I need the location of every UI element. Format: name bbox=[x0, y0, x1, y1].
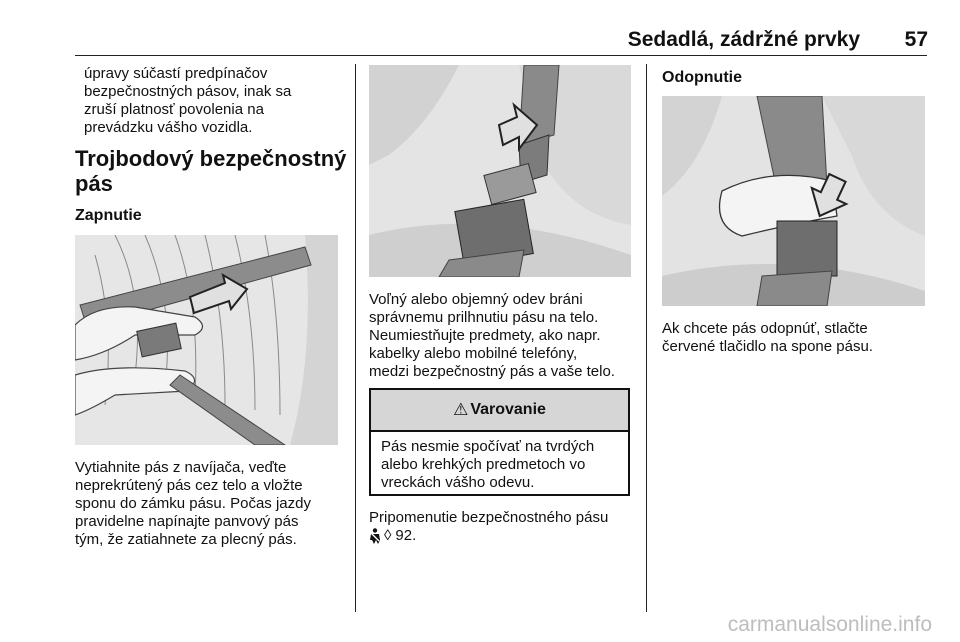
unfastening-caption bbox=[662, 320, 932, 356]
fastening-illustration-drawing bbox=[75, 235, 338, 445]
reminder-line: Pripomenutie bezpečnostného pásu bbox=[369, 509, 609, 526]
caption-line: medzi bezpečnostný pás a vaše telo. bbox=[369, 363, 615, 380]
header-rule bbox=[75, 55, 927, 56]
intro-paragraph bbox=[84, 65, 344, 137]
warning-line: vreckách vášho odevu. bbox=[381, 474, 535, 491]
buckle-illustration bbox=[369, 65, 631, 277]
caption-line: Neumiestňujte predmety, ako napr. bbox=[369, 327, 601, 344]
reminder-paragraph bbox=[369, 509, 644, 545]
intro-line: bezpečnostných pásov, inak sa bbox=[84, 83, 292, 100]
page-header-title: Sedadlá, zádržné prvky bbox=[627, 28, 860, 51]
caption-line: sponu do zámku pásu. Počas jazdy bbox=[75, 495, 311, 512]
caption-line: Vytiahnite pás z navíjača, veďte bbox=[75, 459, 287, 476]
caption-line: červené tlačidlo na spone pásu. bbox=[662, 338, 873, 355]
intro-line: úpravy súčastí predpínačov bbox=[84, 65, 268, 82]
fastening-caption bbox=[75, 459, 350, 549]
column-divider-right bbox=[646, 64, 647, 612]
caption-line: kabelky alebo mobilné telefóny, bbox=[369, 345, 578, 362]
section-heading bbox=[75, 146, 350, 196]
caption-line: neprekrútený pás cez telo a vložte bbox=[75, 477, 303, 494]
seatbelt-reminder-icon bbox=[369, 528, 381, 544]
heading-line: pás bbox=[75, 171, 113, 196]
caption-line: tým, že zatiahnete za plecný pás. bbox=[75, 531, 297, 548]
warning-line: Pás nesmie spočívať na tvrdých bbox=[381, 438, 595, 455]
warning-box bbox=[369, 388, 630, 496]
warning-line: alebo krehkých predmetoch vo bbox=[381, 456, 586, 473]
page-number: 57 bbox=[904, 28, 928, 51]
caption-line: Ak chcete pás odopnúť, stlačte bbox=[662, 320, 868, 337]
watermark: carmanualsonline.info bbox=[727, 613, 932, 636]
reminder-reference bbox=[369, 527, 644, 545]
warning-title: Varovanie bbox=[470, 401, 546, 418]
warning-header bbox=[371, 390, 628, 432]
page-reference-link[interactable]: 92. bbox=[395, 527, 417, 544]
heading-line: Trojbodový bezpečnostný bbox=[75, 146, 347, 171]
unfastening-illustration bbox=[662, 96, 925, 306]
page-reference-arrow-icon: ◊ bbox=[384, 527, 392, 544]
caption-line: pravidelne napínajte panvový pás bbox=[75, 513, 299, 530]
fastening-illustration bbox=[75, 235, 338, 445]
subheading-fastening: Zapnutie bbox=[75, 207, 142, 224]
clothing-caption bbox=[369, 291, 644, 381]
intro-line: zruší platnosť povolenia na bbox=[84, 101, 264, 118]
buckle-illustration-drawing bbox=[369, 65, 631, 277]
unfastening-illustration-drawing bbox=[662, 96, 925, 306]
caption-line: Voľný alebo objemný odev bráni bbox=[369, 291, 583, 308]
subheading-unfastening: Odopnutie bbox=[662, 69, 742, 86]
column-divider-left bbox=[355, 64, 356, 612]
intro-line: prevádzku vášho vozidla. bbox=[84, 119, 253, 136]
caption-line: správnemu prilhnutiu pásu na telo. bbox=[369, 309, 599, 326]
warning-body bbox=[371, 432, 628, 492]
warning-triangle-icon: ⚠ bbox=[453, 400, 469, 419]
